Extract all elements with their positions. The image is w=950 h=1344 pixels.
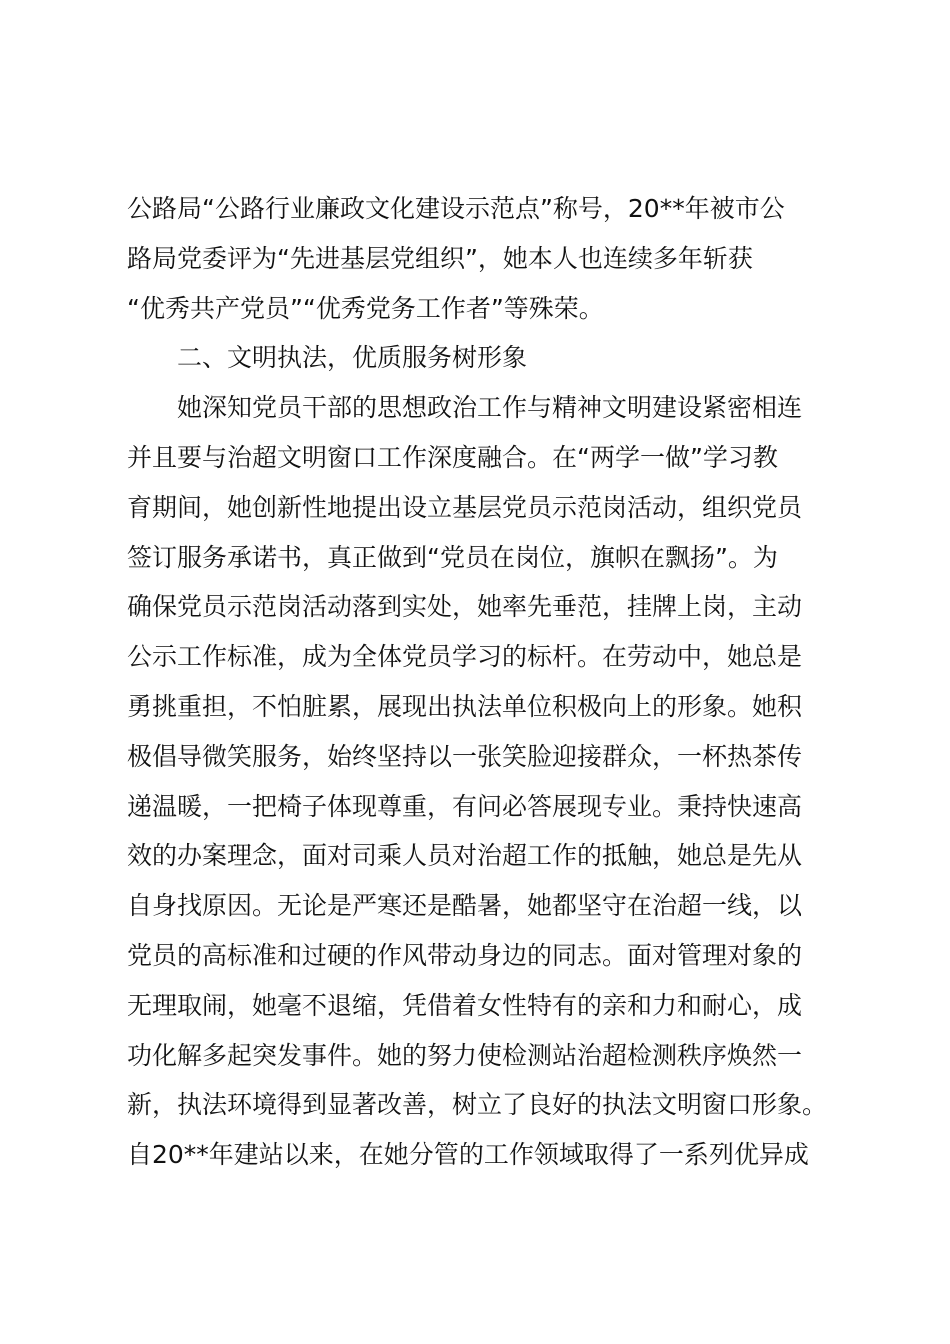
text-line: 路局党委评为“先进基层党组织”，她本人也连续多年斩获 [127,243,753,273]
text-line: 极倡导微笑服务，始终坚持以一张笑脸迎接群众，一杯热茶传 [127,741,803,771]
text-line: “优秀共产党员”“优秀党务工作者”等殊荣。 [127,293,604,323]
text-line: 公路局“公路行业廉政文化建设示范点”称号，20**年被市公 [127,194,785,223]
text-line: 功化解多起突发事件。她的努力使检测站治超检测秩序焕然一 [127,1040,803,1070]
text-line: 新，执法环境得到显著改善，树立了良好的执法文明窗口形象。 [127,1090,828,1120]
text-line: 她深知党员干部的思想政治工作与精神文明建设紧密相连 [177,393,803,423]
text-line: 自身找原因。无论是严寒还是酷暑，她都坚守在治超一线，以 [127,891,803,921]
text-line: 无理取闹，她毫不退缩，凭借着女性特有的亲和力和耐心，成 [127,990,803,1020]
text-line: 确保党员示范岗活动落到实处，她率先垂范，挂牌上岗，主动 [127,592,803,622]
section-heading: 二、文明执法，优质服务树形象 [177,343,528,373]
text-line: 公示工作标准，成为全体党员学习的标杆。在劳动中，她总是 [127,642,803,672]
text-line: 党员的高标准和过硬的作风带动身边的同志。面对管理对象的 [127,940,803,970]
text-line: 并且要与治超文明窗口工作深度融合。在“两学一做”学习教 [127,442,778,472]
text-line: 效的办案理念，面对司乘人员对治超工作的抵触，她总是先从 [127,841,803,871]
text-line: 自20**年建站以来，在她分管的工作领域取得了一系列优异成 [127,1140,809,1170]
text-line: 递温暖，一把椅子体现尊重，有问必答展现专业。秉持快速高 [127,791,803,821]
text-line: 签订服务承诺书，真正做到“党员在岗位，旗帜在飘扬”。为 [127,542,778,572]
document-body [127,184,837,1180]
text-line: 勇挑重担，不怕脏累，展现出执法单位积极向上的形象。她积 [127,691,803,721]
text-line: 育期间，她创新性地提出设立基层党员示范岗活动，组织党员 [127,492,803,522]
